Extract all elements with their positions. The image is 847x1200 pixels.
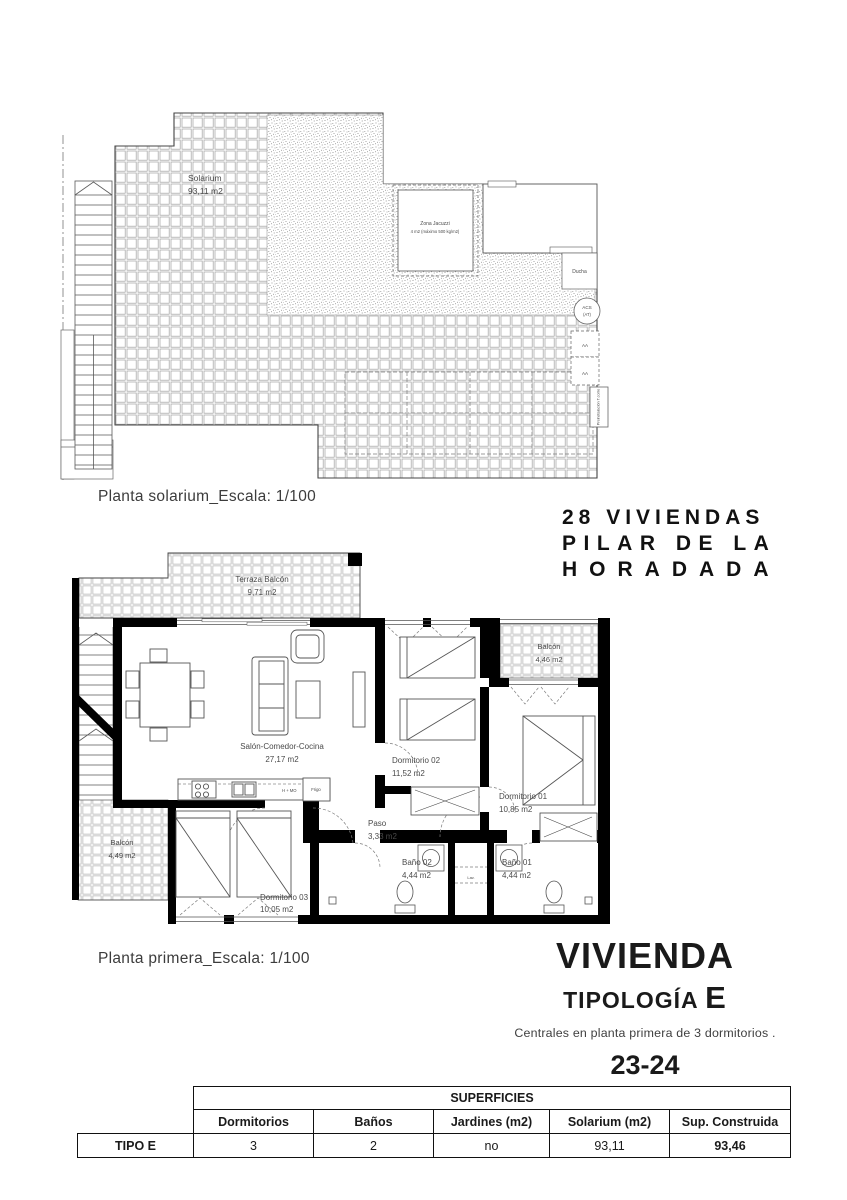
bedroom2-beds <box>400 637 475 740</box>
table-cell-solarium: 93,11 <box>550 1134 670 1158</box>
terrace-corner-wall <box>348 553 362 566</box>
sideboard <box>353 672 365 727</box>
project-title-line2: PILAR DE LA <box>562 532 777 555</box>
dwelling-typology <box>495 980 795 1016</box>
bedroom3-area: 10,05 m2 <box>260 905 294 914</box>
jacuzzi-zone <box>393 185 478 276</box>
bedroom2-area: 11,52 m2 <box>392 769 425 778</box>
closet-bedroom1 <box>540 813 597 841</box>
hall-area: 3,33 m2 <box>368 832 397 841</box>
kitchen-hob-label: H + MO <box>282 788 297 793</box>
bath2-label: Baño 02 <box>402 858 432 867</box>
project-title-line1: 28 VIVIENDAS <box>562 506 765 529</box>
jacuzzi-label: Zona Jacuzzi <box>420 221 450 227</box>
balcony-left-tiled-area <box>78 800 168 900</box>
shower-box <box>562 253 597 289</box>
balcony-right-area: 4,46 m2 <box>535 655 563 664</box>
coffee-table <box>296 681 320 718</box>
armchair <box>291 630 324 663</box>
diagonal-wall <box>75 697 117 738</box>
table-spacer <box>78 1110 194 1134</box>
ac-unit-1-label: AA <box>581 343 589 348</box>
terrace-tiled-area <box>79 553 360 618</box>
table-header-banos: Baños <box>314 1110 434 1134</box>
balcony-left-area: 4,49 m2 <box>108 851 136 860</box>
acs-sub-label: (AT) <box>583 312 591 317</box>
fridge-label: Frigo <box>311 787 321 792</box>
living-label: Salón-Comedor-Cocina <box>240 742 324 751</box>
preinstall-box <box>590 387 608 427</box>
shower-label: Ducha <box>572 269 587 275</box>
project-title-line3: HORADADA <box>562 558 781 581</box>
dwelling-block <box>495 936 795 1081</box>
table-cell-jardines: no <box>434 1134 550 1158</box>
terrace-label: Terraza Balcón <box>235 575 289 584</box>
first-floor-plan-caption: Planta primera_Escala: 1/100 <box>98 950 310 967</box>
bath1-area: 4,44 m2 <box>502 871 531 880</box>
first-floor-plan-drawing <box>62 545 630 937</box>
hall-label: Paso <box>368 819 387 828</box>
solarium-plan-caption: Planta solarium_Escala: 1/100 <box>98 488 317 505</box>
table-header-dormitorios: Dormitorios <box>194 1110 314 1134</box>
solarium-plan-drawing <box>60 95 620 490</box>
dwelling-units-range: 23-24 <box>610 1050 680 1080</box>
table-cell-banos: 2 <box>314 1134 434 1158</box>
table-title: SUPERFICIES <box>194 1087 791 1110</box>
table-spacer <box>78 1087 194 1110</box>
surfaces-table <box>77 1086 791 1158</box>
balcony-right-label: Balcón <box>537 642 561 651</box>
table-header-jardines: Jardines (m2) <box>434 1110 550 1134</box>
balcony-left-label: Balcón <box>110 838 134 847</box>
roof-void <box>483 181 597 253</box>
acs-unit <box>574 298 600 324</box>
bedroom3-label: Dormitorio 03 <box>260 893 309 902</box>
stairwell <box>75 181 112 469</box>
table-header-solarium: Solarium (m2) <box>550 1110 670 1134</box>
jacuzzi-note: 4 m2 (máximo 500 kg/m2) <box>410 229 460 234</box>
dwelling-description: Centrales en planta primera de 3 dormitorios . <box>514 1026 776 1040</box>
solarium-room-area: 93,11 m2 <box>188 186 223 196</box>
closet-bedroom2 <box>411 787 479 815</box>
typology-letter: E <box>705 980 727 1015</box>
acs-label: ACS <box>582 305 592 310</box>
dining-set <box>126 649 204 741</box>
bedroom1-area: 10,85 m2 <box>499 805 533 814</box>
table-header-sup-construida: Sup. Construida <box>670 1110 791 1134</box>
laundry-label: Lav. <box>467 875 475 880</box>
balcony-right-tiled-area <box>500 624 598 678</box>
bedroom2-label: Dormitorio 02 <box>392 756 441 765</box>
table-cell-sup-construida: 93,46 <box>670 1134 791 1158</box>
laundry-niche <box>455 867 487 883</box>
kitchen-counter <box>178 778 330 801</box>
bath2-area: 4,44 m2 <box>402 871 431 880</box>
living-area: 27,17 m2 <box>265 755 299 764</box>
dwelling-title: VIVIENDA <box>555 935 735 976</box>
sofa <box>252 657 288 735</box>
table-row-label: TIPO E <box>78 1134 194 1158</box>
ac-units <box>571 331 599 385</box>
bath1-label: Baño 01 <box>502 858 532 867</box>
solarium-room-label: Solarium <box>188 173 222 183</box>
table-cell-dormitorios: 3 <box>194 1134 314 1158</box>
ac-unit-2-label: AA <box>581 371 589 376</box>
terrace-area: 9,71 m2 <box>247 588 277 597</box>
bedroom3-beds <box>176 811 291 897</box>
preinstall-label: Preinstalación T.corre <box>596 388 601 426</box>
bedroom1-label: Dormitorio 01 <box>499 792 548 801</box>
typology-prefix: TIPOLOGÍA <box>563 987 698 1013</box>
